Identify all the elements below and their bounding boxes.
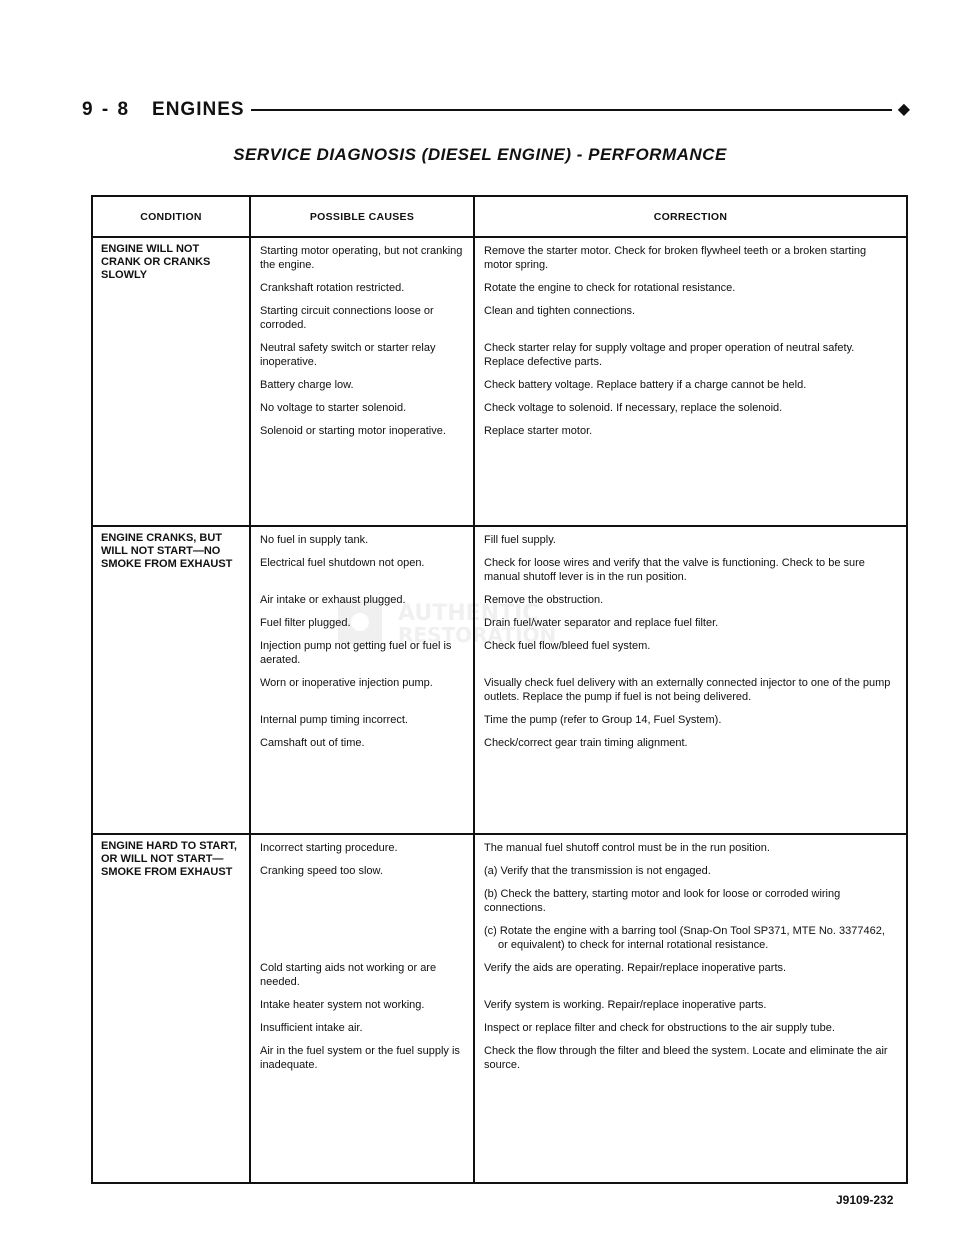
correction-item: (b) Check the battery, starting motor and look for loose or corroded wiring connections. <box>484 888 841 914</box>
condition-text: ENGINE WILL NOT CRANK OR CRANKS SLOWLY <box>101 243 211 281</box>
cause-item: Crankshaft rotation restricted. <box>260 282 405 294</box>
correction-item: Check/correct gear train timing alignment. <box>484 737 688 749</box>
correction-item: (a) Verify that the transmission is not engaged. <box>484 865 711 877</box>
watermark-line1: AUTHENTIC <box>398 601 539 626</box>
causes-cell <box>250 526 474 834</box>
table-header-row <box>92 196 907 237</box>
correction-item: Verify system is working. Repair/replace inoperative parts. <box>484 999 767 1011</box>
cause-item: Air in the fuel system or the fuel supply is inadequate. <box>260 1045 460 1071</box>
correction-item: Inspect or replace filter and check for obstructions to the air supply tube. <box>484 1022 835 1034</box>
corrections-cell <box>474 237 907 526</box>
correction-item: Check starter relay for supply voltage and proper operation of neutral safety. Replace defective parts. <box>484 342 855 368</box>
watermark-line2: RESTORATION <box>398 623 557 647</box>
table-row <box>92 834 907 1183</box>
diagnosis-table <box>91 195 908 1184</box>
page-title: SERVICE DIAGNOSIS (DIESEL ENGINE) - PERFORMANCE <box>233 145 727 164</box>
correction-item: Verify the aids are operating. Repair/replace inoperative parts. <box>484 962 787 974</box>
cause-item <box>260 887 464 915</box>
condition-text: ENGINE CRANKS, BUT WILL NOT START—NO SMOKE FROM EXHAUST <box>101 532 233 570</box>
header-correction: CORRECTION <box>474 196 907 237</box>
cause-item <box>260 924 464 952</box>
correction-item: Replace starter motor. <box>484 425 593 437</box>
figure-code: J9109-232 <box>836 1193 894 1207</box>
cause-item: Camshaft out of time. <box>260 737 365 749</box>
cause-item: Intake heater system not working. <box>260 999 425 1011</box>
table-row <box>92 526 907 834</box>
causes-cell <box>250 237 474 526</box>
cause-item: Solenoid or starting motor inoperative. <box>260 425 446 437</box>
correction-item: The manual fuel shutoff control must be in the run position. <box>484 842 770 854</box>
correction-item: Visually check fuel delivery with an externally connected injector to one of the pump outlets. Replace the pump if fuel is not being delivered. <box>484 677 891 703</box>
correction-item: Check voltage to solenoid. If necessary, replace the solenoid. <box>484 402 783 414</box>
condition-cell <box>92 834 250 1183</box>
cause-item: No voltage to starter solenoid. <box>260 402 407 414</box>
cause-item: Cranking speed too slow. <box>260 865 383 877</box>
correction-item: Check battery voltage. Replace battery if a charge cannot be held. <box>484 379 807 391</box>
page-number: 9 - 8 <box>82 99 131 120</box>
cause-item: Cold starting aids not working or are needed. <box>260 962 437 988</box>
cause-item: No fuel in supply tank. <box>260 534 369 546</box>
cause-item: Internal pump timing incorrect. <box>260 714 408 726</box>
cause-item: Air intake or exhaust plugged. <box>260 594 406 606</box>
causes-cell <box>250 834 474 1183</box>
cause-item: Battery charge low. <box>260 379 354 391</box>
correction-item: Rotate the engine to check for rotational resistance. <box>484 282 736 294</box>
cause-item: Starting motor operating, but not cranking the engine. <box>260 245 463 271</box>
cause-item: Worn or inoperative injection pump. <box>260 677 433 689</box>
correction-item: Drain fuel/water separator and replace fuel filter. <box>484 617 719 629</box>
correction-item: Time the pump (refer to Group 14, Fuel System). <box>484 714 722 726</box>
correction-item: Remove the obstruction. <box>484 594 604 606</box>
correction-item: Remove the starter motor. Check for broken flywheel teeth or a broken starting motor spring. <box>484 245 867 271</box>
table-row <box>92 237 907 526</box>
correction-item: Check fuel flow/bleed fuel system. <box>484 640 651 652</box>
header-condition: CONDITION <box>92 196 250 237</box>
section-title: ENGINES <box>152 99 245 120</box>
cause-item: Neutral safety switch or starter relay inoperative. <box>260 342 436 368</box>
condition-cell <box>92 526 250 834</box>
correction-item: Check the flow through the filter and bleed the system. Locate and eliminate the air source. <box>484 1045 888 1071</box>
cause-item: Injection pump not getting fuel or fuel is aerated. <box>260 640 452 666</box>
header-rule <box>251 109 892 111</box>
correction-item: Check for loose wires and verify that the valve is functioning. Check to be sure manual shutoff lever is in the run position. <box>484 557 865 583</box>
condition-text: ENGINE HARD TO START, OR WILL NOT START—SMOKE FROM EXHAUST <box>101 840 237 878</box>
diamond-icon: ◆ <box>897 101 910 118</box>
cause-item: Starting circuit connections loose or corroded. <box>260 305 434 331</box>
cause-item: Electrical fuel shutdown not open. <box>260 557 425 569</box>
corrections-cell <box>474 526 907 834</box>
page-header <box>82 95 910 125</box>
cause-item: Incorrect starting procedure. <box>260 842 398 854</box>
condition-cell <box>92 237 250 526</box>
correction-item: (c) Rotate the engine with a barring tool (Snap-On Tool SP371, MTE No. 3377462, or equivalent) to check for internal rotational resistance. <box>484 925 885 951</box>
header-causes: POSSIBLE CAUSES <box>250 196 474 237</box>
cause-item: Fuel filter plugged. <box>260 617 351 629</box>
corrections-cell <box>474 834 907 1183</box>
cause-item: Insufficient intake air. <box>260 1022 363 1034</box>
correction-item: Clean and tighten connections. <box>484 305 636 317</box>
correction-item: Fill fuel supply. <box>484 534 556 546</box>
